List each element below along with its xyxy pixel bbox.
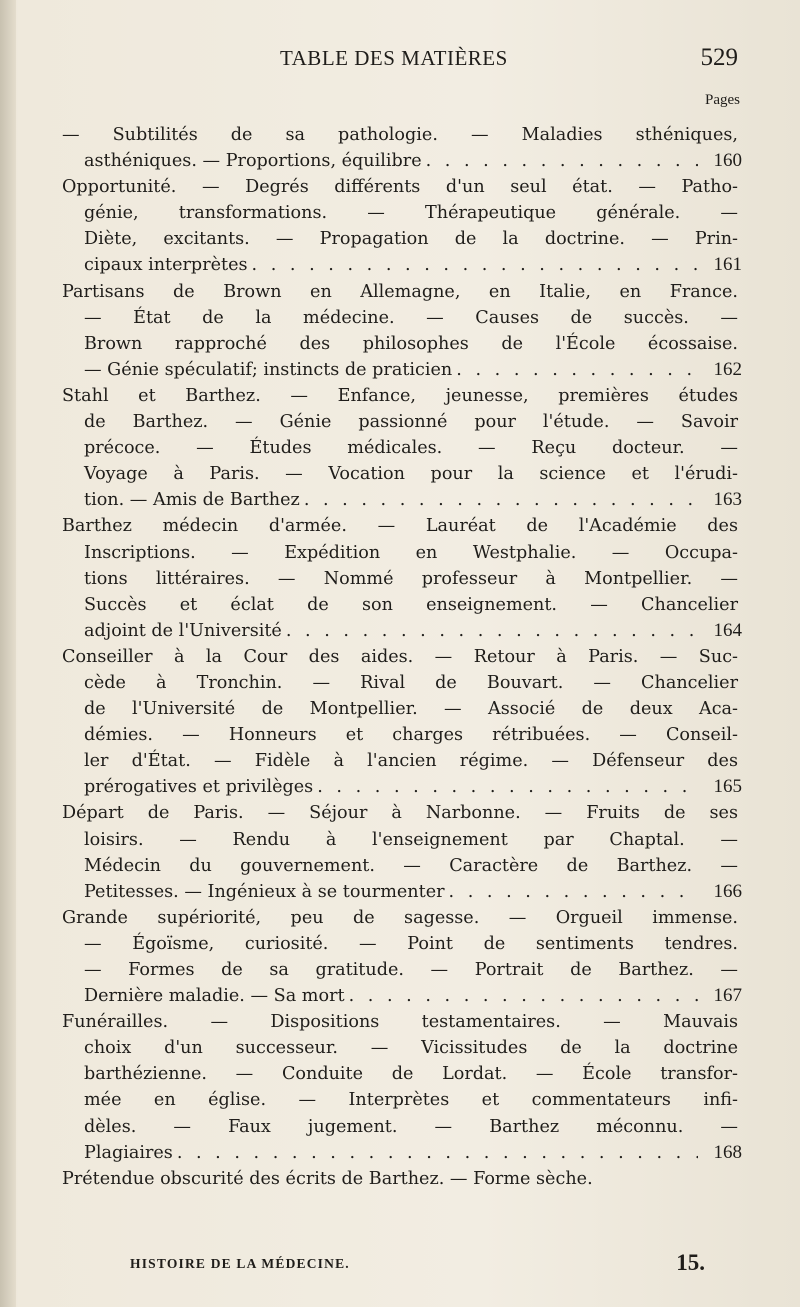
page-gutter-shadow xyxy=(0,0,16,1307)
toc-final-line: Prétendue obscurité des écrits de Barthez. — Forme sèche. xyxy=(62,1168,593,1189)
toc-entry xyxy=(62,905,742,1009)
toc-entry-line: Médecin du gouvernement. — Caractère de Barthez. — xyxy=(84,855,738,876)
toc-entry-line: Stahl et Barthez. — Enfance, jeunesse, premières études xyxy=(62,385,738,406)
toc-page-number: 162 xyxy=(713,358,742,380)
toc-entry-line: — Égoïsme, curiosité. — Point de sentiments tendres. xyxy=(84,933,738,954)
toc-entry-line: Inscriptions. — Expédition en Westphalie. — Occupa- xyxy=(84,542,738,563)
running-header xyxy=(0,42,800,82)
signature-number: 15. xyxy=(676,1250,705,1275)
toc-entry-leader-line xyxy=(62,487,742,513)
toc-page-number: 165 xyxy=(713,776,742,798)
toc-page-number: 168 xyxy=(713,1141,742,1163)
toc-entry-line: de l'Université de Montpellier. — Associé de deux Aca- xyxy=(84,699,738,720)
toc-entry-text: Petitesses. — Ingénieux à se tourmenter xyxy=(84,881,445,902)
toc-entry-line: Opportunité. — Degrés différents d'un seul état. — Patho- xyxy=(62,177,738,198)
toc-entry-line: Départ de Paris. — Séjour à Narbonne. — Fruits de ses xyxy=(62,803,738,824)
toc-entry-line: — État de la médecine. — Causes de succès. — xyxy=(84,307,738,328)
dot-leader xyxy=(177,1140,698,1166)
toc-entry xyxy=(62,800,742,904)
toc-entry-line: précoce. — Études médicales. — Reçu docteur. — xyxy=(84,438,738,459)
table-of-contents xyxy=(62,122,742,1192)
toc-entry-line: Funérailles. — Dispositions testamentaires. — Mauvais xyxy=(62,1012,738,1033)
dot-leader xyxy=(456,357,698,383)
toc-entry-line: — Formes de sa gratitude. — Portrait de Barthez. — xyxy=(84,960,738,980)
toc-entry-line: Partisans de Brown en Allemagne, en Italie, en France. xyxy=(62,281,738,302)
page-footer xyxy=(0,1252,800,1282)
toc-entry-text: Dernière maladie. — Sa mort xyxy=(84,986,345,1007)
toc-entry xyxy=(62,383,742,513)
dot-leader xyxy=(252,252,698,278)
toc-entry-line: ler d'État. — Fidèle à l'ancien régime. — Défenseur des xyxy=(84,751,738,772)
dot-leader xyxy=(304,487,698,513)
toc-entry-line: de Barthez. — Génie passionné pour l'étude. — Savoir xyxy=(84,412,738,433)
toc-entry-leader-line xyxy=(62,618,742,644)
signature-mark: HISTOIRE DE LA MÉDECINE. xyxy=(130,1256,350,1271)
toc-entry-leader-line xyxy=(62,879,742,905)
toc-entry xyxy=(62,1009,742,1166)
toc-entry-text: tion. — Amis de Barthez xyxy=(84,490,300,511)
toc-entry-line: dèles. — Faux jugement. — Barthez méconnu. — xyxy=(84,1116,738,1137)
toc-entry-leader-line xyxy=(62,252,742,278)
dot-leader xyxy=(426,148,698,174)
toc-entry-line: choix d'un successeur. — Vicissitudes de la doctrine xyxy=(84,1038,738,1059)
toc-entry-text: cipaux interprètes xyxy=(84,255,248,276)
toc-entry xyxy=(62,122,742,174)
toc-entry-line: cède à Tronchin. — Rival de Bouvart. — Chancelier xyxy=(84,672,738,693)
toc-entry-leader-line xyxy=(62,1140,742,1166)
dot-leader xyxy=(349,983,698,1009)
toc-page-number: 160 xyxy=(713,150,742,172)
toc-entry xyxy=(62,279,742,383)
pages-column-label: Pages xyxy=(705,92,740,108)
toc-entry-line: — Subtilités de sa pathologie. — Maladies sthéniques, xyxy=(62,125,738,145)
toc-entry-leader-line xyxy=(62,357,742,383)
toc-entry xyxy=(62,174,742,278)
dot-leader xyxy=(449,879,698,905)
toc-entry-line: Grande supériorité, peu de sagesse. — Orgueil immense. xyxy=(62,907,738,928)
toc-entry-line: Conseiller à la Cour des aides. — Retour à Paris. — Suc- xyxy=(62,646,738,667)
toc-entry xyxy=(62,513,742,643)
toc-entry-line: Diète, excitants. — Propagation de la doctrine. — Prin- xyxy=(84,229,738,250)
toc-page-number: 166 xyxy=(713,880,742,902)
page-number: 529 xyxy=(700,44,738,71)
toc-entry-line: Barthez médecin d'armée. — Lauréat de l'Académie des xyxy=(62,516,738,537)
toc-page-number: 163 xyxy=(713,489,742,511)
toc-entry-line: Voyage à Paris. — Vocation pour la science et l'érudi- xyxy=(84,464,738,485)
toc-entry-line: mée en église. — Interprètes et commentateurs infi- xyxy=(84,1090,738,1111)
toc-entry-line: tions littéraires. — Nommé professeur à Montpellier. — xyxy=(84,568,738,589)
toc-entry-line: Brown rapproché des philosophes de l'École écossaise. xyxy=(84,333,738,354)
toc-page-number: 167 xyxy=(713,985,742,1007)
toc-entry-line: démies. — Honneurs et charges rétribuées. — Conseil- xyxy=(84,725,738,746)
toc-entry xyxy=(62,644,742,801)
toc-entry-leader-line xyxy=(62,983,742,1009)
toc-entry-leader-line xyxy=(62,148,742,174)
toc-page-number: 161 xyxy=(713,254,742,276)
toc-entry-text: prérogatives et privilèges xyxy=(84,777,314,798)
toc-entry-text: asthéniques. — Proportions, équilibre xyxy=(84,151,422,172)
running-title: TABLE DES MATIÈRES xyxy=(280,46,508,70)
toc-page-number: 164 xyxy=(713,619,742,641)
toc-entry-line: barthézienne. — Conduite de Lordat. — École transfor- xyxy=(84,1064,738,1085)
toc-entry-line: Succès et éclat de son enseignement. — Chancelier xyxy=(84,594,738,615)
toc-entry-leader-line xyxy=(62,774,742,800)
toc-entry-text: Plagiaires xyxy=(84,1142,173,1163)
dot-leader xyxy=(286,618,698,644)
toc-entry-text: — Génie spéculatif; instincts de praticien xyxy=(84,359,453,380)
toc-entry-text: adjoint de l'Université xyxy=(84,620,282,641)
toc-entry-line: loisirs. — Rendu à l'enseignement par Chaptal. — xyxy=(84,829,738,850)
toc-entry-line: génie, transformations. — Thérapeutique générale. — xyxy=(84,203,738,224)
dot-leader xyxy=(317,774,698,800)
